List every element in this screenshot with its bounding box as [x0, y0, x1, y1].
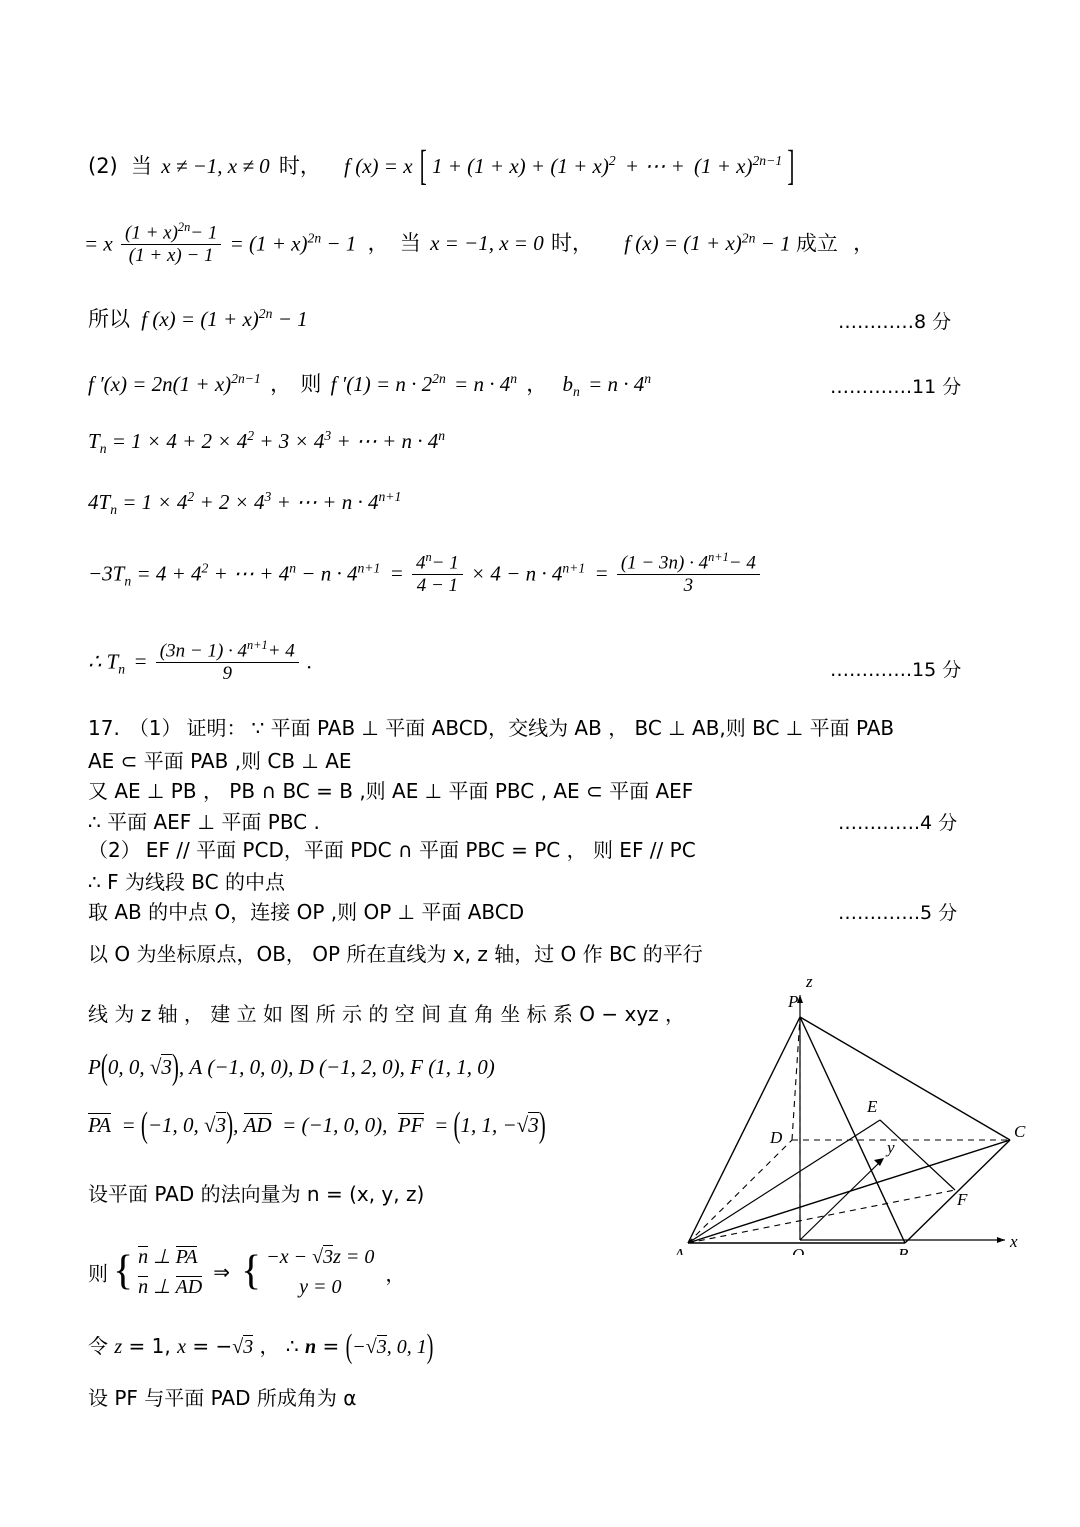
p16-l5-e4: n — [438, 428, 446, 443]
p16-l5-body2: + 3 × 4 — [259, 429, 325, 453]
axis-x-arrow — [997, 1237, 1005, 1243]
label-F: F — [957, 1190, 968, 1209]
p17-coords-text: P(0, 0, √3), A (−1, 0, 0), D (−1, 2, 0), F (1, 1, 0) — [88, 1046, 495, 1088]
p16-l4-c: = n · 4 — [454, 372, 511, 396]
p16-l7-e3: n+1 — [357, 560, 381, 576]
p16-l6-e2: 2 — [187, 489, 195, 504]
p16-l7-e2: n — [289, 560, 297, 576]
p16-l4-d-sub: n — [573, 384, 580, 400]
geometry-svg — [660, 955, 1040, 1255]
p16-l2-frac-den: (1 + x) − 1 — [128, 244, 214, 266]
p16-l7-e4: n+1 — [562, 560, 586, 576]
p16-l2-equals: = (1 + x) — [229, 231, 308, 256]
p17-line-9: 线 为 z 轴 ， 建 立 如 图 所 示 的 空 间 直 角 坐 标 系 O − xyz ， — [88, 1002, 686, 1026]
p17-p2-a: EF // 平面 PCD，平面 PDC ∩ 平面 PBC = PC ， 则 EF // PC — [145, 838, 696, 862]
p16-line-4 — [88, 368, 651, 400]
p16-score-8: …………8 分 — [838, 311, 952, 333]
p16-l4-a-exp: 2n−1 — [231, 371, 261, 386]
p16-l7-a: = 4 + 4 — [136, 561, 202, 586]
p17-system-comma: ， — [385, 1261, 406, 1286]
p16-l8-period: . — [307, 649, 313, 674]
p17-line-8: 以 O 为坐标原点，OB， OP 所在直线为 x, z 轴，过 O 作 BC 的平行 — [88, 942, 703, 966]
p17-system — [88, 1242, 405, 1302]
vector-PF: PF — [397, 1113, 424, 1137]
p16-l5-e3: 3 — [324, 428, 332, 443]
p16-l6-T: 4T — [88, 490, 111, 514]
p16-l2-hold: 成立 — [795, 231, 838, 256]
p17-system-brace-right: { — [241, 1248, 262, 1295]
p16-score-15: ………….15 分 — [830, 659, 962, 681]
p16-l8-sub: n — [118, 661, 126, 677]
label-C: C — [1014, 1122, 1026, 1141]
p16-l4-b: f ′(1) = n · 2 — [330, 372, 433, 396]
p16-l2-comma: ， — [367, 231, 389, 256]
edge-AF-dashed — [688, 1190, 955, 1243]
p17-line-3: 又 AE ⊥ PB ， PB ∩ BC = B ,则 AE ⊥ 平面 PBC , AE ⊂ 平面 AEF — [88, 779, 694, 803]
p16-l3-tail: − 1 — [277, 307, 308, 331]
p17-score-4: ………….4 分 — [838, 812, 958, 834]
p16-fx-1: f (x) = x — [344, 154, 413, 178]
p16-l7-frac2 — [617, 550, 760, 597]
p16-l7-frac2-den: 3 — [683, 574, 694, 596]
p16-l5-body: = 1 × 4 + 2 × 4 — [111, 429, 248, 453]
p16-l2-fx-exp: 2n — [741, 230, 756, 246]
p16-l4-then: 则 — [300, 372, 322, 396]
p16-line-5 — [88, 428, 445, 457]
p16-l5-body3: + ⋯ + n · 4 — [336, 429, 439, 453]
p16-l4-e-exp: n — [644, 371, 652, 386]
axis-y — [800, 1160, 882, 1240]
p16-l7-eq2: = — [594, 561, 609, 586]
p17-system-conds: n ⊥ PA n ⊥ AD — [138, 1246, 203, 1298]
p17-prove-label: 证明： — [186, 716, 247, 740]
label-B: B — [898, 1245, 909, 1255]
vector-PA: PA — [88, 1113, 111, 1137]
p16-score-11: ………….11 分 — [830, 376, 962, 398]
p16-l4-d: b — [562, 372, 574, 396]
axis-y-arrow — [874, 1158, 884, 1166]
p16-when-1: 当 — [131, 154, 152, 178]
p16-bracket-close: ] — [787, 141, 795, 190]
p16-l2-cond: x = −1, x = 0 — [430, 231, 544, 256]
p17-system-arrow: ⇒ — [213, 1261, 231, 1284]
p16-cond-1: x ≠ −1, x ≠ 0 — [161, 154, 270, 178]
p16-l4-a: f ′(x) = 2n(1 + x) — [88, 372, 232, 396]
p17-letz-line: 令 z = 1, x = −√3 ， ∴ n = (−√3, 0, 1) — [88, 1327, 434, 1366]
p17-line-1 — [88, 712, 894, 741]
p16-l4-e: = n · 4 — [588, 372, 645, 396]
p17-line-7: 取 AB 的中点 O，连接 OP ,则 OP ⊥ 平面 ABCD — [88, 900, 525, 924]
p16-l8-therefore: ∴ T — [88, 649, 119, 674]
p16-series-last: (1 + x) — [694, 154, 753, 178]
p16-l7-frac1-den: 4 − 1 — [416, 574, 459, 596]
p16-l2-when: 当 — [399, 231, 421, 256]
label-z: z — [806, 972, 813, 991]
p16-l2-minus1: − 1 — [326, 231, 357, 256]
p16-line-7 — [88, 549, 763, 599]
p16-l2-frac-num: $(1 + x)^{2n}- 1$ — [121, 220, 221, 245]
p16-l6-e4: n+1 — [378, 489, 402, 504]
p16-l4-comma2: ， — [526, 372, 548, 396]
edge-PC — [800, 1017, 1010, 1140]
p17-score-5: ………….5 分 — [838, 902, 958, 924]
p17-line-5 — [88, 834, 696, 863]
p16-l7-b: + ⋯ + 4 — [213, 561, 290, 586]
p17-vectors: PA = (−1, 0, √3), AD = (−1, 0, 0), PF = (1, 1, −√3) — [88, 1104, 546, 1146]
p17-line-2: AE ⊂ 平面 PAB ,则 CB ⊥ AE — [88, 749, 352, 773]
p16-l7-eq: = — [389, 561, 404, 586]
p17-line-4: ∴ 平面 AEF ⊥ 平面 PBC . — [88, 810, 320, 834]
p16-l2-eq: = x — [84, 231, 113, 256]
p16-l7-c: − n · 4 — [301, 561, 358, 586]
p16-l7-sub: n — [124, 573, 132, 589]
p17-system-results: −x − √3z = 0 y = 0 — [266, 1246, 375, 1298]
p16-l5-sub: n — [99, 441, 107, 457]
p16-series-lastexp: 2n−1 — [752, 153, 783, 168]
p16-l5-e2: 2 — [247, 428, 255, 443]
label-x: x — [1010, 1232, 1018, 1251]
p16-l2-frac — [121, 220, 221, 267]
p16-l3-expr: f (x) = (1 + x) — [141, 307, 259, 331]
label-E: E — [867, 1097, 878, 1116]
label-y: y — [887, 1138, 895, 1157]
p16-l6-body3: + ⋯ + n · 4 — [276, 490, 379, 514]
p16-series: 1 + (1 + x) + (1 + x) — [432, 154, 609, 178]
p17-angle-line: 设 PF 与平面 PAD 所成角为 α — [88, 1386, 357, 1410]
p16-l7-frac1 — [412, 550, 463, 597]
p16-l4-comma: ， — [270, 372, 292, 396]
p16-l7-frac1-num: $4^n- 1$ — [412, 550, 463, 575]
p16-l6-sub: n — [110, 502, 118, 518]
p16-part2-label: (2) — [88, 154, 118, 178]
p16-line-1 — [88, 141, 795, 190]
p17-p2-label: （2） — [88, 838, 141, 862]
p16-l6-body: = 1 × 4 — [122, 490, 188, 514]
p17-p1-label: （1） — [128, 716, 182, 740]
edge-AD-dashed — [688, 1140, 792, 1243]
p17-p1-a: ∵ 平面 PAB ⊥ 平面 ABCD，交线为 AB ， BC ⊥ AB,则 BC ⊥ 平面 PAB — [251, 716, 895, 740]
edge-AP — [688, 1017, 800, 1243]
p16-l8-eq: = — [133, 649, 148, 674]
p16-l4-c-exp: n — [510, 371, 518, 386]
p16-l3-exp: 2n — [258, 306, 273, 321]
p16-l2-time: 时， — [550, 231, 593, 256]
p16-l7-frac2-num: $(1 - 3n) \cdot 4^{n+1}- 4$ — [617, 550, 760, 575]
p16-bracket-open: [ — [419, 141, 427, 190]
p17-normal-line: 设平面 PAD 的法向量为 n = (x, y, z) — [88, 1182, 425, 1206]
p16-series-plus: + ⋯ + — [624, 154, 685, 178]
p16-l2-fx-tail: − 1 — [760, 231, 791, 256]
p16-l7-d: × 4 − n · 4 — [470, 561, 563, 586]
p16-line-8 — [88, 637, 313, 687]
p16-time-1: 时， — [278, 154, 321, 178]
p17-number: 17. — [88, 716, 120, 740]
p16-l8-frac — [156, 638, 299, 685]
p17-system-then: 则 — [88, 1261, 108, 1286]
label-A: A — [674, 1245, 685, 1255]
p16-l8-frac-den: 9 — [222, 662, 233, 684]
p16-series-exp: 2 — [608, 153, 616, 168]
p17-coords — [88, 1046, 495, 1088]
p17-line-6: ∴ F 为线段 BC 的中点 — [88, 870, 285, 894]
edge-DP-dashed — [792, 1017, 800, 1140]
p16-l3-so: 所以 — [88, 307, 130, 331]
p16-line-2 — [84, 219, 875, 269]
geometry-figure — [660, 955, 1040, 1255]
p16-l7-e1: 2 — [201, 560, 209, 576]
p16-l8-frac-num: $(3n - 1) \cdot 4^{n+1}+ 4$ — [156, 638, 299, 663]
p16-l2-fx: f (x) = (1 + x) — [624, 231, 742, 256]
p16-line-3 — [88, 303, 308, 333]
p16-l4-b-exp: 2n — [432, 371, 446, 386]
label-D: D — [770, 1128, 783, 1147]
edge-AE — [688, 1120, 880, 1243]
vector-AD: AD — [243, 1113, 272, 1137]
label-O: O — [792, 1245, 805, 1255]
p16-l5-T: T — [88, 429, 100, 453]
p16-l2-equals-exp: 2n — [307, 230, 322, 246]
p16-line-6 — [88, 489, 401, 518]
edge-PB — [800, 1017, 905, 1243]
label-P: P — [788, 992, 799, 1011]
p16-l7-lhs: −3T — [88, 561, 125, 586]
p16-l6-e3: 3 — [264, 489, 272, 504]
p17-system-brace-left: { — [113, 1248, 134, 1295]
p16-l6-body2: + 2 × 4 — [199, 490, 265, 514]
p16-l2-end: ， — [853, 231, 875, 256]
